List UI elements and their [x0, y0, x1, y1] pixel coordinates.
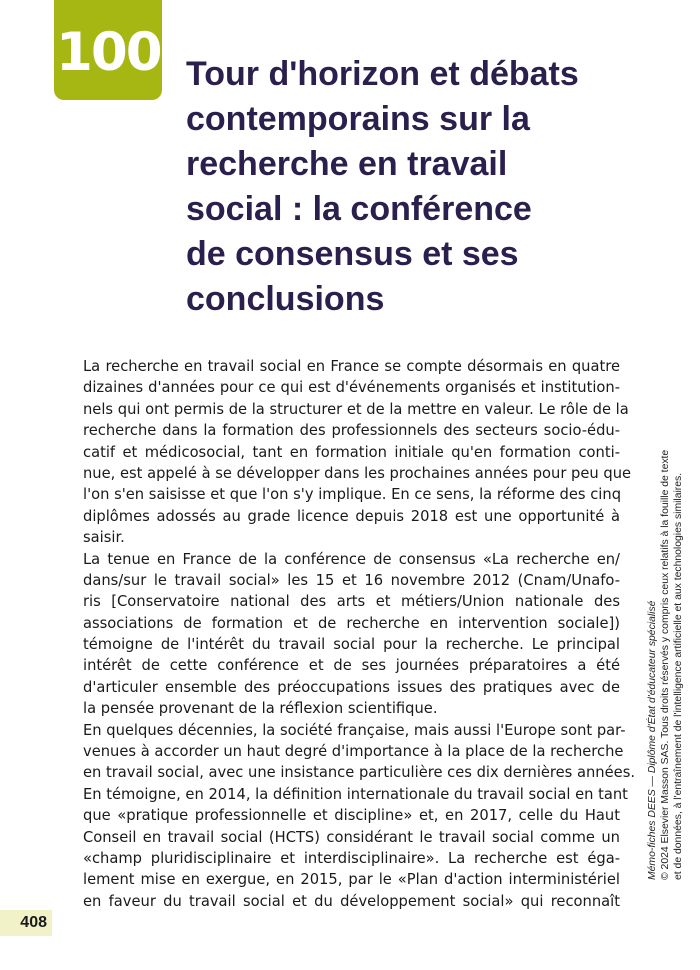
copyright-notice: [646, 360, 685, 880]
chapter-number: 100: [56, 22, 161, 83]
body-line: ris [Conservatoire national des arts et métiers/Union nationale des: [83, 593, 620, 611]
body-line: La tenue en France de la conférence de consensus «La recherche en/: [83, 550, 620, 568]
copyright-line: © 2024 Elsevier Masson SAS. Tous droits réservés y compris ceux relatifs à la fouille de texte: [660, 449, 671, 880]
body-line: Conseil en travail social (HCTS) considérant le travail social comme un: [83, 828, 620, 846]
body-line: dans/sur le travail social» les 15 et 16 novembre 2012 (Cnam/Unafo-: [83, 571, 620, 589]
body-line: intérêt de cette conférence et de ses journées préparatoires a été: [83, 657, 620, 675]
body-line: témoigne de l'intérêt du travail social pour la recherche. Le principal: [83, 636, 620, 654]
body-line: dizaines d'années pour ce qui est d'événements organisés et institution-: [83, 379, 620, 397]
body-line: En quelques décennies, la société française, mais aussi l'Europe sont par-: [83, 721, 626, 739]
body-line: en faveur du travail social et du développement social» qui reconnaît: [83, 892, 620, 910]
title-line: conclusions: [186, 280, 385, 318]
body-line: lement mise en exergue, en 2015, par le «Plan d'action interministériel: [83, 871, 620, 889]
title-line: de consensus et ses: [186, 235, 519, 273]
body-line: En témoigne, en 2014, la définition internationale du travail social en tant: [83, 785, 628, 803]
body-line: nels qui ont permis de la structurer et de la mettre en valeur. Le rôle de la: [83, 400, 629, 418]
body-line: saisir.: [83, 529, 125, 547]
body-line: associations de formation et de recherche en intervention sociale]): [83, 614, 620, 632]
body-line: La recherche en travail social en France se compte désormais en quatre: [83, 358, 620, 375]
body-line: la pensée provenant de la réflexion scientifique.: [83, 700, 438, 718]
body-line: diplômes adossés au grade licence depuis 2018 est une opportunité à: [83, 507, 620, 525]
body-line: en travail social, avec une insistance particulière ces dix dernières années.: [83, 764, 636, 782]
copyright-line: et de données, à l'entraînement de l'intelligence artificielle et aux technologies similaires.: [673, 472, 684, 880]
book-title: Mémo-fiches DEES — Diplôme d'État d'éducateur spécialisé: [647, 600, 658, 880]
body-line: d'articuler ensemble des préoccupations issues des pratiques avec de: [83, 678, 620, 696]
body-line: «champ pluridisciplinaire et interdisciplinaire». La recherche est éga-: [83, 849, 620, 867]
title-line: Tour d'horizon et débats: [186, 55, 579, 93]
body-line: catif et médicosocial, tant en formation initiale qu'en formation conti-: [83, 443, 620, 461]
title-line: contemporains sur la: [186, 100, 530, 138]
page-title: [186, 52, 646, 322]
body-text: [83, 356, 636, 912]
title-line: recherche en travail: [186, 145, 508, 183]
body-line: recherche dans la formation des professionnels des secteurs socio-édu-: [83, 422, 620, 440]
title-line: social : la conférence: [186, 190, 532, 228]
body-line: nue, est appelé à se développer dans les prochaines années pour peu que: [83, 464, 632, 482]
body-line: que «pratique professionnelle et discipline» et, en 2017, celle du Haut: [83, 807, 620, 825]
body-line: venues à accorder un haut degré d'importance à la place de la recherche: [83, 743, 624, 761]
body-line: l'on s'en saisisse et que l'on s'y implique. En ce sens, la réforme des cinq: [83, 486, 622, 504]
page-number: 408: [0, 910, 52, 936]
